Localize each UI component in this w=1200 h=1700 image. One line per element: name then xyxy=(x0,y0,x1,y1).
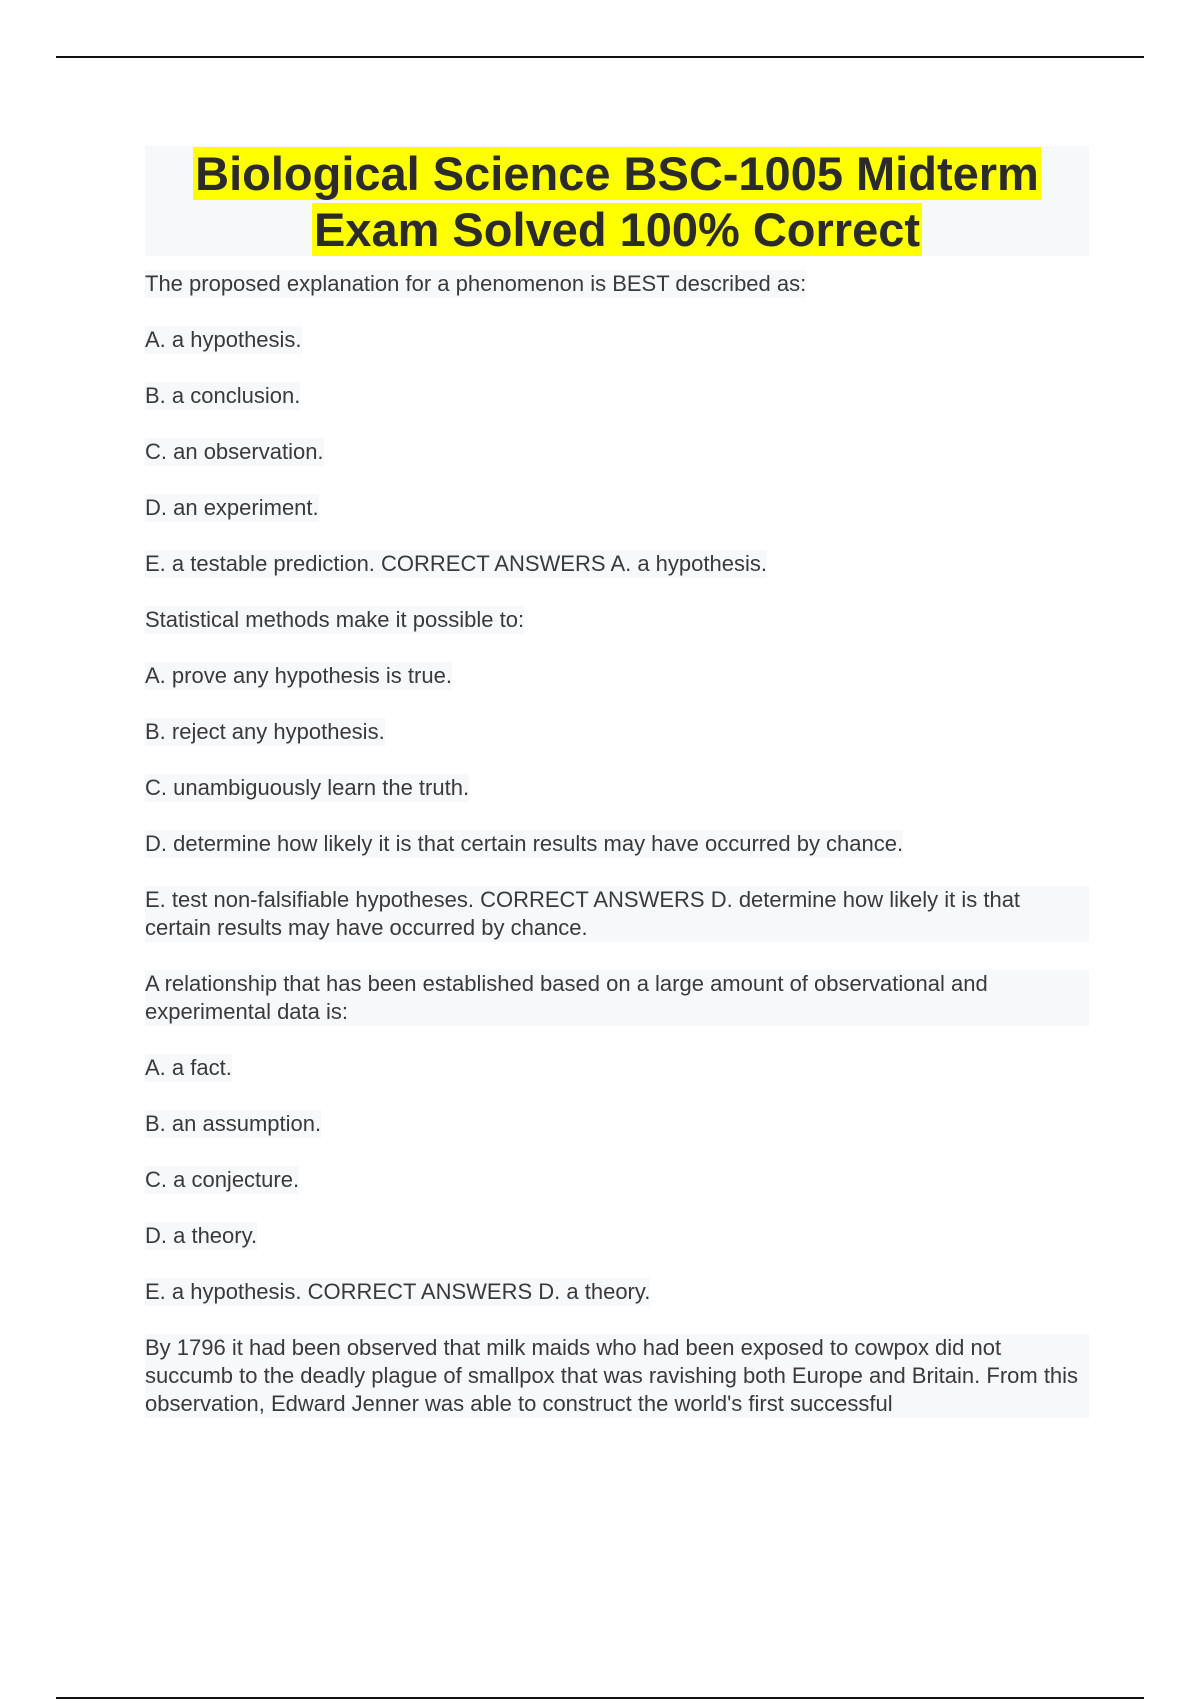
top-rule xyxy=(56,56,1144,58)
question-2-option-a: A. prove any hypothesis is true. xyxy=(145,663,452,688)
question-3-option-d: D. a theory. xyxy=(145,1223,258,1248)
question-3-option-c: C. a conjecture. xyxy=(145,1167,300,1192)
question-3-option-e-answer: E. a hypothesis. CORRECT ANSWERS D. a theory. xyxy=(145,1279,651,1304)
document-body xyxy=(145,146,1089,1446)
question-2-option-b: B. reject any hypothesis. xyxy=(145,719,385,744)
question-3-option-b: B. an assumption. xyxy=(145,1111,322,1136)
question-2-prompt: Statistical methods make it possible to: xyxy=(145,607,525,632)
question-1-option-a: A. a hypothesis. xyxy=(145,327,302,352)
question-2-option-e-answer: E. test non-falsifiable hypotheses. CORRECT ANSWERS D. determine how likely it is that certain results may have occurred by chance. xyxy=(145,886,1089,942)
question-1-option-e-answer: E. a testable prediction. CORRECT ANSWERS A. a hypothesis. xyxy=(145,551,767,576)
bottom-rule xyxy=(56,1697,1144,1699)
question-1-prompt: The proposed explanation for a phenomenon is BEST described as: xyxy=(145,271,807,296)
question-1-option-d: D. an experiment. xyxy=(145,495,319,520)
question-2-option-c: C. unambiguously learn the truth. xyxy=(145,775,470,800)
question-2-option-d: D. determine how likely it is that certain results may have occurred by chance. xyxy=(145,831,904,856)
question-1-option-c: C. an observation. xyxy=(145,439,324,464)
question-1-option-b: B. a conclusion. xyxy=(145,383,301,408)
question-4-prompt: By 1796 it had been observed that milk maids who had been exposed to cowpox did not succumb to the deadly plague of smallpox that was ravishing both Europe and Britain. From this observation, Edward Jenner was able to construct the world's first successful xyxy=(145,1334,1089,1418)
question-list xyxy=(145,270,1089,1418)
question-3-prompt: A relationship that has been established based on a large amount of observational and experimental data is: xyxy=(145,970,1089,1026)
title-block xyxy=(145,146,1089,256)
document-title: Biological Science BSC-1005 Midterm Exam Solved 100% Correct xyxy=(195,147,1039,256)
question-3-option-a: A. a fact. xyxy=(145,1055,232,1080)
